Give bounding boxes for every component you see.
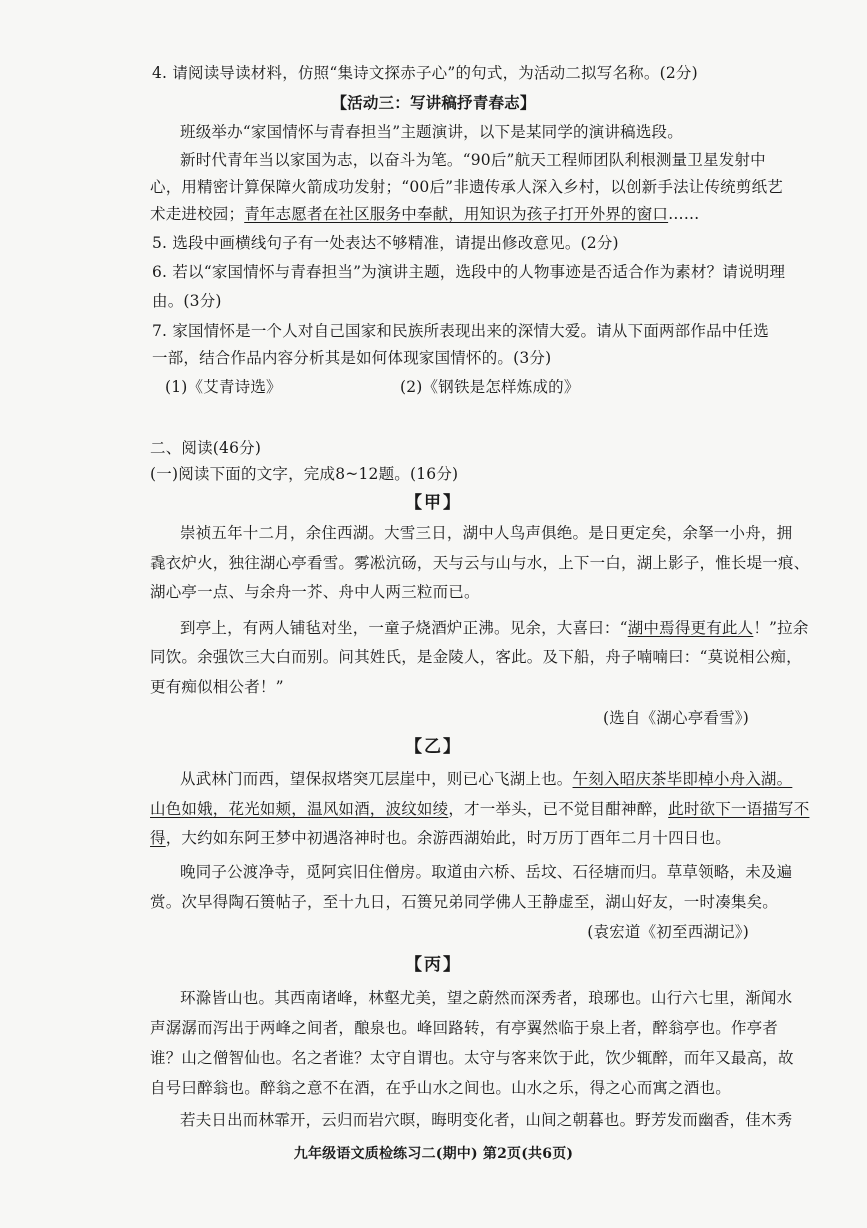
part-1-title: (一)阅读下面的文字，完成8~12题。(16分): [150, 465, 459, 483]
speech-text: 术走进校园；: [150, 205, 245, 223]
bing-line: 若夫日出而林霏开，云归而岩穴暝，晦明变化者，山间之朝暮也。野芳发而幽香，佳木秀: [180, 1111, 793, 1129]
passage-yi-label: 【乙】: [405, 737, 462, 757]
jia-line: 更有痴似相公者！”: [150, 678, 284, 696]
jia-line: 同饮。余强饮三大白而别。问其姓氏，是金陵人，客此。及下船，舟子喃喃曰：“莫说相公痴，: [150, 648, 802, 666]
activity-3-intro: 班级举办“家国情怀与青春担当”主题演讲，以下是某同学的演讲稿选段。: [180, 123, 683, 141]
question-5: 5. 选段中画横线句子有一处表达不够精准，请提出修改意见。(2分): [152, 234, 619, 252]
passage-jia-label: 【甲】: [405, 493, 462, 513]
page-footer: 九年级语文质检练习二(期中) 第2页(共6页): [293, 1146, 574, 1162]
book-option-2: (2)《钢铁是怎样炼成的》: [400, 378, 580, 396]
jia-line: 毳衣炉火，独往湖心亭看雪。雾凇沆砀，天与云与山与水，上下一白，湖上影子，惟长堤一痕、: [150, 554, 810, 572]
underlined-quote: 湖中焉得更有此人: [627, 619, 754, 637]
bing-line: 自号曰醉翁也。醉翁之意不在酒，在乎山水之间也。山水之乐，得之心而寓之酒也。: [150, 1079, 731, 1097]
yi-line: 晚同子公渡净寺，觅阿宾旧住僧房。取道由六桥、岳坟、石径塘而归。草草领略，未及遍: [180, 863, 793, 881]
jia-text: ！”拉余: [753, 619, 809, 637]
jia-line: [180, 617, 809, 639]
speech-line-1: 新时代青年当以家国为志，以奋斗为笔。“90后”航天工程师团队利根测量卫星发射中: [180, 151, 766, 169]
yi-text: 从武林门而西，望保叔塔突兀层崖中，则已心飞湖上也。: [180, 770, 573, 788]
underlined-sentence: 山色如娥，花光如颊，温风如酒，波纹如绫: [150, 800, 449, 818]
speech-line-2: 心，用精密计算保障火箭成功发射；“00后”非遗传承人深入乡村，以创新手法让传统剪纸艺: [150, 178, 783, 196]
underlined-sentence: 得: [150, 829, 166, 847]
yi-line: [150, 798, 809, 820]
question-6-line-2: 由。(3分): [152, 292, 222, 310]
activity-3-title: 【活动三：写讲稿抒青春志】: [331, 93, 536, 112]
yi-text: ，大约如东阿王梦中初遇洛神时也。余游西湖始此，时万历丁酉年二月十四日也。: [165, 829, 731, 847]
yi-line: [150, 827, 731, 849]
question-6-line-1: 6. 若以“家国情怀与青春担当”为演讲主题，选段中的人物事迹是否适合作为素材？请说明理: [152, 263, 786, 281]
yi-line: [180, 768, 792, 790]
underlined-sentence: 青年志愿者在社区服务中奉献，用知识为孩子打开外界的窗口: [244, 205, 669, 223]
speech-line-3: [150, 203, 700, 225]
question-7-line-1: 7. 家国情怀是一个人对自己国家和民族所表现出来的深情大爱。请从下面两部作品中任选: [152, 322, 769, 340]
book-option-1: (1)《艾青诗选》: [165, 378, 282, 396]
yi-line: 赏。次早得陶石篑帖子，至十九日，石篑兄弟同学佛人王静虚至，湖山好友，一时凑集矣。: [150, 893, 779, 911]
question-7-line-2: 一部，结合作品内容分析其是如何体现家国情怀的。(3分): [152, 349, 552, 367]
jia-source: (选自《湖心亭看雪》): [602, 709, 749, 727]
bing-line: 谁？山之僧智仙也。名之者谁？太守自谓也。太守与客来饮于此，饮少辄醉，而年又最高，故: [150, 1049, 794, 1067]
jia-text: 到亭上，有两人铺毡对坐，一童子烧酒炉正沸。见余，大喜曰：“: [180, 619, 628, 637]
underlined-sentence: 午刻入昭庆茶毕即棹小舟入湖。: [572, 770, 793, 788]
yi-text: ，才一举头，已不觉目酣神醉，: [448, 800, 669, 818]
question-4: 4. 请阅读导读材料，仿照“集诗文探赤子心”的句式，为活动二拟写名称。(2分): [152, 64, 698, 82]
underlined-sentence: 此时欲下一语描写不: [668, 800, 810, 818]
section-title: 二、阅读(46分): [150, 439, 262, 457]
yi-source: (袁宏道《初至西湖记》): [587, 923, 749, 941]
bing-line: 环滁皆山也。其西南诸峰，林壑尤美，望之蔚然而深秀者，琅琊也。山行六七里，渐闻水: [180, 989, 793, 1007]
jia-line: 崇祯五年十二月，余住西湖。大雪三日，湖中人鸟声俱绝。是日更定矣，余拏一小舟，拥: [180, 524, 793, 542]
jia-line: 湖心亭一点、与余舟一芥、舟中人两三粒而已。: [150, 583, 480, 601]
passage-bing-label: 【丙】: [405, 955, 462, 975]
bing-line: 声潺潺而泻出于两峰之间者，酿泉也。峰回路转，有亭翼然临于泉上者，醉翁亭也。作亭者: [150, 1019, 779, 1037]
ellipsis: ……: [668, 205, 700, 223]
